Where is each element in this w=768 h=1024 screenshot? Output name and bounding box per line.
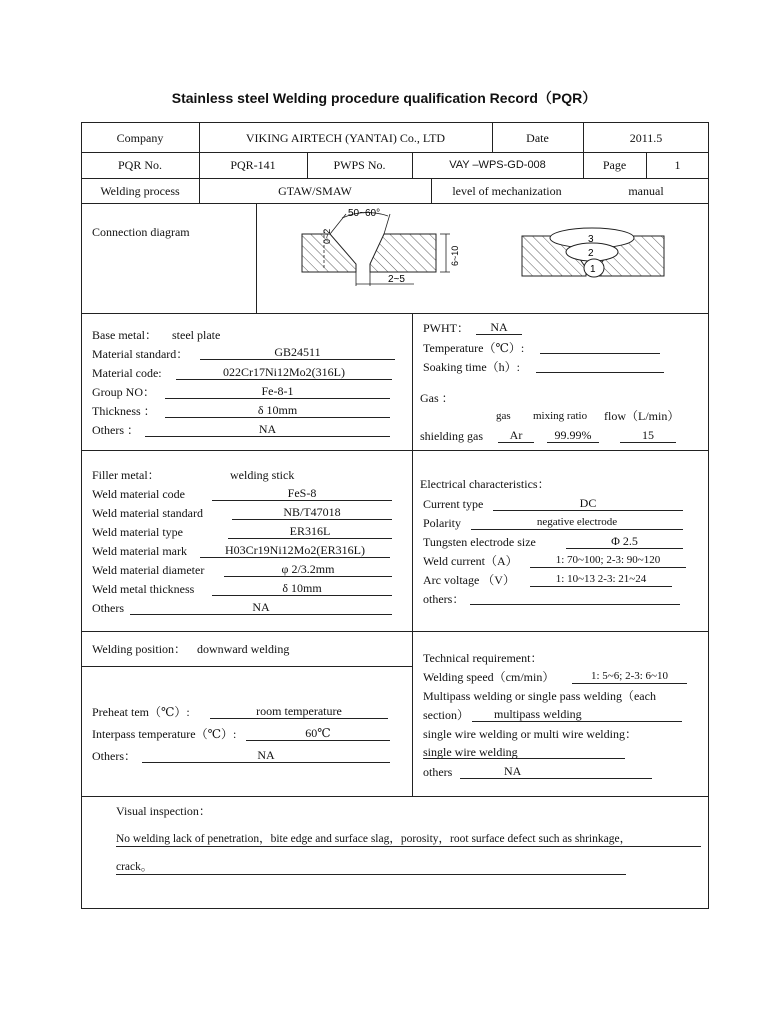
welding-speed-value: 1: 5~6; 2-3: 6~10 — [591, 670, 668, 682]
underline — [200, 359, 395, 360]
visual-inspection-line1: No welding lack of penetration，bite edge and surface slag，porosity，root surface defect such as shrinkage， — [116, 833, 632, 845]
multipass-line1: Multipass welding or single pass welding（each — [423, 689, 656, 703]
underline — [246, 740, 390, 741]
preheat-others-value: NA — [257, 748, 275, 762]
preheat-others-label: Others： — [92, 749, 136, 763]
weld-material-mark-label: Weld material mark — [92, 544, 187, 558]
underline — [460, 778, 652, 779]
col-divider — [256, 203, 257, 313]
underline — [493, 510, 683, 511]
filler-others-label: Others — [92, 601, 124, 615]
underline — [530, 567, 686, 568]
plate-thickness-label: 6~10 — [450, 245, 460, 266]
weld-material-type-value: ER316L — [289, 524, 331, 538]
weld-current-label: Weld current（A） — [423, 554, 518, 568]
pass-1-label: 1 — [590, 264, 596, 275]
multipass-line2: section） — [423, 708, 469, 722]
underline — [547, 442, 599, 443]
gas-col-gas: gas — [496, 410, 511, 422]
weld-material-standard-label: Weld material standard — [92, 506, 203, 520]
welding-position-label: Welding position： — [92, 642, 187, 656]
weld-material-standard-value: NB/T47018 — [283, 505, 341, 519]
row-divider — [81, 313, 709, 314]
underline — [498, 442, 534, 443]
soaking-time-field — [536, 372, 664, 373]
preheat-value: room temperature — [256, 704, 342, 718]
root-face-label: 0~2 — [322, 228, 332, 244]
gas-col-ratio: mixing ratio — [533, 410, 588, 422]
underline — [472, 721, 682, 722]
pass-sequence-diagram — [518, 222, 668, 286]
thickness-value: δ 10mm — [257, 403, 298, 417]
electrical-others-label: others： — [423, 592, 465, 606]
col-divider — [412, 313, 413, 796]
multipass-value: multipass welding — [494, 707, 582, 721]
weld-material-diameter-label: Weld material diameter — [92, 563, 205, 577]
groove-angle-label: 50~60° — [348, 208, 381, 219]
row-divider — [81, 152, 709, 153]
polarity-value: negative electrode — [536, 516, 618, 528]
visual-inspection-line2: crack。 — [116, 861, 153, 873]
shielding-gas-label: shielding gas — [420, 429, 483, 443]
underline — [212, 500, 392, 501]
company-value: VIKING AIRTECH (YANTAI) Co., LTD — [245, 131, 446, 145]
base-metal-label: Base metal： — [92, 328, 157, 342]
underline — [210, 718, 388, 719]
process-label: Welding process — [100, 184, 180, 198]
groove-diagram — [290, 204, 470, 296]
visual-inspection-label: Visual inspection： — [116, 804, 211, 818]
others-label: Others ： — [92, 423, 139, 437]
row-divider — [81, 450, 709, 451]
current-type-label: Current type — [423, 497, 484, 511]
polarity-label: Polarity — [423, 516, 461, 530]
underline — [130, 614, 392, 615]
company-label: Company — [116, 131, 164, 145]
filler-metal-label: Filler metal： — [92, 468, 160, 482]
underline — [165, 398, 390, 399]
underline — [142, 762, 390, 763]
underline — [145, 436, 390, 437]
group-no-label: Group NO： — [92, 385, 155, 399]
pass-3-label: 3 — [588, 234, 594, 245]
underline — [176, 379, 392, 380]
underline — [212, 595, 392, 596]
underline — [476, 334, 522, 335]
technical-others-value: NA — [504, 764, 522, 778]
welding-speed-label: Welding speed（cm/min） — [423, 670, 555, 684]
row-divider — [81, 796, 709, 797]
mechanization-value: manual — [628, 184, 664, 198]
row-divider — [81, 666, 412, 667]
base-metal-value: steel plate — [172, 328, 221, 342]
pwps-value: VAY –WPS-GD-008 — [449, 159, 546, 171]
wire-line: single wire welding or multi wire welding： — [423, 727, 637, 741]
current-type-value: DC — [579, 496, 597, 510]
pwht-value: NA — [490, 320, 508, 334]
underline — [572, 683, 687, 684]
underline — [200, 557, 390, 558]
technical-others-label: others — [423, 765, 453, 779]
underline — [620, 442, 676, 443]
right-plate — [370, 234, 436, 272]
pwht-label: PWHT： — [423, 321, 469, 335]
underline — [423, 758, 625, 759]
row-divider — [81, 631, 709, 632]
tungsten-size-value: Φ 2.5 — [611, 534, 638, 548]
date-label: Date — [526, 131, 549, 145]
temperature-label: Temperature（℃）: — [423, 341, 525, 355]
weld-metal-thickness-value: δ 10mm — [282, 581, 322, 595]
interpass-value: 60℃ — [305, 726, 331, 740]
row-divider — [81, 178, 709, 179]
arc-voltage-label: Arc voltage （V） — [423, 573, 515, 587]
temperature-field — [540, 353, 660, 354]
underline — [116, 874, 626, 875]
arc-voltage-value: 1: 10~13 2-3: 21~24 — [555, 573, 647, 585]
process-value: GTAW/SMAW — [278, 184, 352, 198]
filler-others-value: NA — [252, 600, 270, 614]
mixing-ratio-value: 99.99% — [554, 428, 592, 442]
electrical-label: Electrical characteristics： — [420, 477, 550, 491]
shielding-gas-value: Ar — [509, 428, 523, 442]
weld-material-code-label: Weld material code — [92, 487, 185, 501]
underline — [530, 586, 672, 587]
thickness-label: Thickness ： — [92, 404, 156, 418]
material-code-value: 022Cr17Ni12Mo2(316L) — [223, 365, 345, 379]
underline — [116, 846, 701, 847]
gas-label: Gas ： — [420, 391, 454, 405]
date-value: 2011.5 — [629, 131, 663, 145]
connection-diagram-label: Connection diagram — [92, 225, 190, 239]
weld-current-value: 1: 70~100; 2-3: 90~120 — [555, 554, 661, 566]
material-code-label: Material code: — [92, 366, 162, 380]
pwps-label: PWPS No. — [333, 158, 386, 172]
wire-value: single wire welding — [423, 745, 518, 759]
page-value: 1 — [674, 158, 681, 172]
underline — [232, 519, 392, 520]
filler-metal-value: welding stick — [230, 468, 295, 482]
material-standard-value: GB24511 — [274, 345, 321, 359]
tungsten-size-label: Tungsten electrode size — [423, 535, 536, 549]
weld-material-code-value: FeS-8 — [287, 486, 317, 500]
page-label: Page — [602, 158, 627, 172]
weld-material-diameter-value: φ 2/3.2mm — [281, 562, 335, 576]
welding-position-value: downward welding — [197, 642, 290, 656]
group-no-value: Fe-8-1 — [261, 384, 294, 398]
underline — [224, 576, 392, 577]
underline — [228, 538, 392, 539]
interpass-label: Interpass temperature（℃）: — [92, 727, 237, 741]
preheat-label: Preheat tem（℃）: — [92, 705, 190, 719]
pqr-label: PQR No. — [117, 158, 162, 172]
soaking-time-label: Soaking time（h）: — [423, 360, 520, 374]
others-value: NA — [258, 422, 277, 436]
page-title: Stainless steel Welding procedure qualification Record（PQR） — [171, 90, 597, 106]
weld-metal-thickness-label: Weld metal thickness — [92, 582, 195, 596]
gas-col-flow: flow（L/min） — [604, 409, 680, 423]
technical-label: Technical requirement： — [423, 651, 543, 665]
underline — [471, 529, 683, 530]
weld-material-mark-value: H03Cr19Ni12Mo2(ER316L) — [225, 543, 365, 557]
material-standard-label: Material standard： — [92, 347, 189, 361]
root-gap-label: 2~5 — [388, 274, 405, 285]
weld-material-type-label: Weld material type — [92, 525, 183, 539]
mechanization-label: level of mechanization — [452, 184, 562, 198]
flow-value: 15 — [642, 428, 654, 442]
electrical-others-field — [470, 604, 680, 605]
pass-2-label: 2 — [588, 248, 594, 259]
pqr-value: PQR-141 — [230, 158, 276, 172]
underline — [165, 417, 390, 418]
underline — [566, 548, 683, 549]
